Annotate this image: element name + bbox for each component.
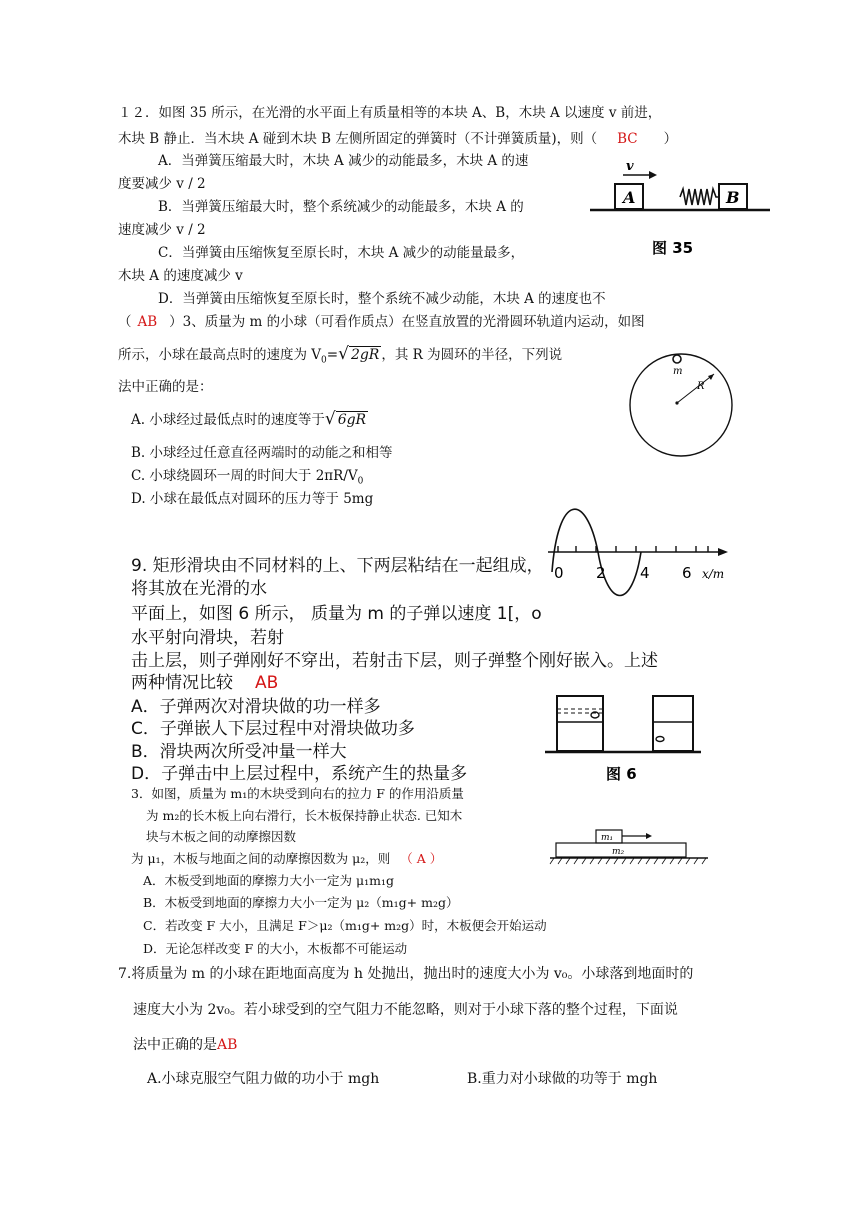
q3-v0-sub: 0: [321, 355, 327, 366]
q9-line1: 9. 矩形滑块由不同材料的上、下两层粘结在一起组成，: [131, 556, 544, 576]
q3-option-a-text: A. 小球经过最低点时的速度等于: [131, 412, 325, 428]
wave-tick-2: 2: [596, 564, 606, 582]
fig-board-force-arrow: [646, 833, 652, 839]
fig35-block-a-label: A: [623, 188, 636, 207]
q9-line3: 平面上，如图 6 所示， 质量为 m 的子弹以速度 1[，o: [131, 604, 542, 624]
q3b-answer: （ A ）: [400, 851, 443, 866]
q12-option-d: D．当弹簧由压缩恢复至原长时，整个系统不减少动能，木块 A 的速度也不: [158, 291, 606, 307]
q12-option-b-line2: 速度减少 v / 2: [118, 222, 206, 238]
wave-tick-6: 6: [682, 564, 692, 582]
fig-circle-center: [675, 401, 678, 404]
q7-option-a: A.小球克服空气阻力做的功小于 mgh: [147, 1071, 380, 1087]
wave-axis-label: x/m: [702, 567, 725, 581]
fig-circle-m-label: m: [673, 366, 683, 377]
fig6-block-left: [557, 696, 603, 751]
wave-tick-4: 4: [640, 564, 650, 582]
q12-option-a-line1: A．当弹簧压缩最大时，木块 A 减少的动能最多，木块 A 的速: [158, 153, 529, 169]
q9-line5: 击上层，则子弹刚好不穿出，若射击下层，则子弹整个刚好嵌入。上述: [131, 651, 658, 671]
fig35-v-label: v: [626, 159, 634, 174]
q3-line1: [118, 313, 645, 331]
figure-35: [585, 155, 775, 260]
wave-axis-arrow: [718, 548, 728, 556]
q12-option-b-line1: B．当弹簧压缩最大时，整个系统减少的动能最多，木块 A 的: [158, 199, 524, 215]
q9-line6: [131, 672, 278, 694]
q3-option-c: [131, 467, 363, 491]
q3-paren: （: [118, 314, 132, 330]
fig6-block-right: [653, 696, 693, 751]
figure-wave: [546, 500, 736, 605]
q7-line1: 7.将质量为 m 的小球在距地面高度为 h 处抛出，抛出时的速度大小为 v₀。小球落到地面时的: [118, 966, 694, 982]
q9-answer: AB: [255, 673, 279, 693]
q3b-line1: 3．如图，质量为 m₁的木块受到向右的拉力 F 的作用沿质量: [131, 786, 464, 801]
fig-circle-R-label: R: [697, 381, 705, 392]
sqrt-icon: √: [338, 344, 349, 364]
q9-option-d: D．子弹击中上层过程中，系统产生的热量多: [131, 764, 468, 784]
fig-circle-radius-arrow: [708, 374, 714, 380]
q12-line2-close: ）: [663, 131, 678, 147]
q3-line3: 法中正确的是：: [118, 379, 213, 395]
sqrt-icon: √: [324, 409, 336, 429]
q3-sqrt-6gR: 6gR: [337, 412, 367, 428]
fig6-caption: 图 6: [606, 765, 637, 783]
q3-line2: [118, 345, 562, 370]
q12-line2: [118, 130, 677, 148]
q7-answer: AB: [217, 1037, 238, 1053]
q3b-option-c: C．若改变 F 大小，且满足 F＞μ₂（m₁g+ m₂g）时，木板便会开始运动: [143, 918, 547, 933]
q3-option-a: [131, 410, 368, 429]
q9-line6-text: 两种情况比较: [131, 673, 233, 693]
q3-line2-rest: ，其 R 为圆环的半径，下列说: [381, 347, 563, 363]
q12-line1: １２．如图 35 所示，在光滑的水平面上有质量相等的本块 A、B，木块 A 以速度 v 前进，: [118, 105, 662, 121]
figure-6: [543, 692, 703, 784]
fig35-spring: [680, 189, 719, 205]
fig-circle-radius: [677, 374, 714, 403]
figure-circle-track: [628, 342, 740, 464]
q3-option-b: B. 小球经过任意直径两端时的动能之和相等: [131, 445, 393, 461]
q12-option-a-line2: 度要减少 v / 2: [118, 176, 206, 192]
q9-option-a: A．子弹两次对滑块做的功一样多: [131, 697, 381, 717]
q9-line2: 将其放在光滑的水: [131, 579, 267, 599]
q3-option-c-text: C. 小球绕圆环一周的时间大于 2πR/V: [131, 468, 358, 484]
q3b-line4: [131, 851, 442, 867]
q12-option-c-line2: 木块 A 的速度减少 v: [118, 268, 243, 284]
q3b-line2: 为 m₂的长木板上向右滑行，长木板保持静止状态. 已知木: [146, 808, 463, 823]
fig35-caption: 图 35: [652, 239, 694, 257]
q12-line2-text: 木块 B 静止．当木块 A 碰到木块 B 左侧所固定的弹簧时（不计弹簧质量)，则（: [118, 131, 598, 147]
q7-option-b: B.重力对小球做的功等于 mgh: [467, 1071, 658, 1087]
fig35-block-b-label: B: [726, 188, 740, 207]
q12-answer: BC: [617, 131, 638, 147]
q3-option-c-sub: 0: [357, 476, 364, 487]
q7-line2: 速度大小为 2v₀。若小球受到的空气阻力不能忽略，则对于小球下落的整个过程，下面说: [133, 1002, 678, 1018]
figure-board: [548, 824, 710, 870]
q9-option-b: B．滑块两次所受冲量一样大: [131, 742, 347, 762]
q3-line2-eq: =: [326, 347, 339, 363]
q3b-line3: 块与木板之间的动摩擦因数: [146, 829, 297, 844]
q7-line3-text: 法中正确的是: [133, 1037, 217, 1053]
q3-answer: AB: [137, 314, 158, 330]
fig-circle-ball: [673, 355, 681, 363]
q3-sqrt-2gR: 2gR: [350, 347, 380, 363]
q3b-option-a: A．木板受到地面的摩擦力大小一定为 μ₁m₁g: [143, 873, 395, 888]
wave-tick-0: 0: [554, 564, 564, 582]
fig-board-m1-label: m₁: [601, 833, 614, 843]
fig-board-m2-label: m₂: [612, 847, 625, 857]
q3-option-d: D. 小球在最低点对圆环的压力等于 5mg: [131, 491, 374, 507]
q3-line1-text: ）3、质量为 m 的小球（可看作质点）在竖直放置的光滑圆环轨道内运动，如图: [169, 314, 645, 330]
fig6-bullet-lower: [656, 737, 664, 742]
q3b-option-b: B．木板受到地面的摩擦力大小一定为 μ₂（m₁g+ m₂g）: [143, 895, 459, 910]
q7-line3: [133, 1036, 237, 1054]
q9-option-c: C．子弹嵌人下层过程中对滑块做功多: [131, 719, 415, 739]
q3b-option-d: D．无论怎样改变 F 的大小，木板都不可能运动: [143, 941, 408, 956]
q9-line4: 水平射向滑块，若射: [131, 628, 284, 648]
q3b-line4-text: 为 μ₁，木板与地面之间的动摩擦因数为 μ₂，则: [131, 851, 391, 866]
q3-line2-text: 所示，小球在最高点时的速度为 V: [118, 347, 322, 363]
q12-option-c-line1: C．当弹簧由压缩恢复至原长时，木块 A 减少的动能量最多，: [158, 245, 525, 261]
